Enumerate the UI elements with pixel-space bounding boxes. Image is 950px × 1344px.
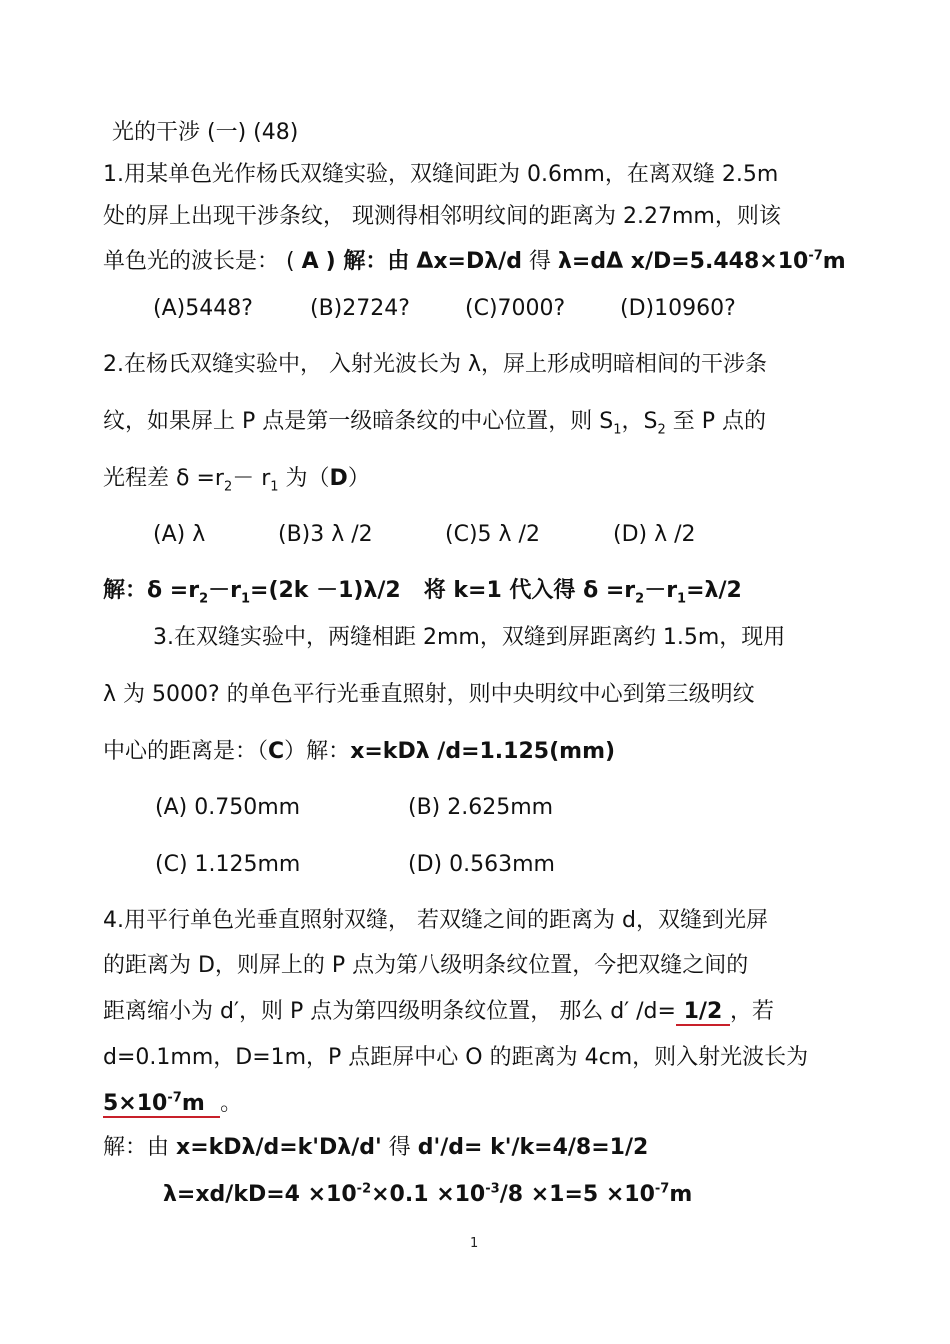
- q4-blank2-unit: m: [181, 1091, 205, 1116]
- q3-option-a: (A) 0.750mm: [155, 795, 301, 820]
- q4-line3: [103, 997, 774, 1027]
- q1-line2: 处的屏上出现干涉条纹， 现测得相邻明纹间的距离为 2.27mm，则该: [103, 204, 781, 229]
- q4-solution-line1: [103, 1133, 648, 1163]
- q2-r1-subscript: 1: [270, 479, 279, 495]
- q3-option-c: (C) 1.125mm: [155, 852, 301, 877]
- q1-unit: m: [822, 249, 846, 274]
- q1-exponent: -7: [808, 248, 823, 264]
- q4-line3-text: 距离缩小为 d′，则 P 点为第四级明条纹位置， 那么 d′ /d=: [103, 999, 676, 1024]
- q4-line5: [103, 1089, 242, 1119]
- q4-answer-blank-2: [103, 1091, 220, 1118]
- q2-line1: 2.在杨氏双缝实验中， 入射光波长为 λ，屏上形成明暗相间的干涉条: [103, 352, 767, 377]
- q2-line3-text: 光程差 δ =r: [103, 466, 224, 491]
- q4-line2: 的距离为 D，则屏上的 P 点为第八级明条纹位置，今把双缝之间的: [103, 953, 749, 978]
- q4-sol2-c: /8 ×1=5 ×10: [499, 1182, 655, 1207]
- page-title: 光的干涉 (一) (48): [112, 120, 299, 145]
- q2-sol-e: －r: [644, 578, 678, 603]
- q3-stem-end: 中心的距离是：（: [103, 739, 269, 764]
- q4-sol2-a: λ=xd/kD=4 ×10: [163, 1182, 357, 1207]
- q3-option-b: (B) 2.625mm: [408, 795, 554, 820]
- q4-sol2-d: m: [669, 1182, 693, 1207]
- q4-sol2-e3: -7: [654, 1181, 670, 1197]
- q4-sol1-c: 得: [388, 1135, 411, 1160]
- q3-formula: x=kDλ /d=1.125(mm): [350, 739, 616, 764]
- q1-stem-end: 单色光的波长是： (: [103, 249, 295, 274]
- q2-line2-text: 纹，如果屏上 P 点是第一级暗条纹的中心位置，则 S: [103, 409, 614, 434]
- q3-option-d: (D) 0.563mm: [408, 852, 555, 877]
- q2-sol-sub1: 1: [240, 591, 251, 607]
- q1-option-c: (C)7000?: [465, 296, 566, 321]
- q4-line1: 4.用平行单色光垂直照射双缝， 若双缝之间的距离为 d，双缝到光屏: [103, 908, 768, 933]
- q2-option-a: (A) λ: [153, 522, 206, 547]
- q2-option-c: (C)5 λ /2: [445, 522, 540, 547]
- q1-formula-b: λ=dΔ x/D=5.448×10: [557, 249, 809, 274]
- q2-answer: D: [329, 466, 348, 491]
- q1-option-a: (A)5448?: [153, 296, 253, 321]
- q2-line3-wei: 为（: [278, 466, 330, 491]
- q1-answer: A: [301, 249, 319, 274]
- q3-line3: [103, 737, 615, 767]
- q4-sol1-b: x=kDλ/d=k'Dλ/d': [176, 1135, 382, 1160]
- q2-line2-sep: ，S: [621, 409, 658, 434]
- q4-solution-line2: [163, 1180, 692, 1210]
- q4-blank2-exp: -7: [167, 1090, 182, 1106]
- q2-sol-c: =(2k －1)λ/2: [250, 578, 401, 603]
- q2-s2-subscript: 2: [657, 422, 666, 438]
- q4-line3-end: ，若: [729, 999, 774, 1024]
- q1-option-b: (B)2724?: [310, 296, 410, 321]
- q4-sol2-e2: -3: [485, 1181, 500, 1197]
- q1-line3: [103, 247, 846, 277]
- q1-line1: 1.用某单色光作杨氏双缝实验，双缝间距为 0.6mm，在离双缝 2.5m: [103, 162, 779, 187]
- q2-r2-subscript: 2: [223, 479, 233, 495]
- q4-end-mark: 。: [220, 1091, 243, 1116]
- q2-s1-subscript: 1: [613, 422, 622, 438]
- q2-line3-minus: － r: [232, 466, 271, 491]
- q4-sol1-a: 解：由: [103, 1135, 170, 1160]
- q1-solution-label: ) 解：由: [325, 249, 410, 274]
- q1-de: 得: [528, 249, 551, 274]
- q2-solution: [103, 576, 742, 606]
- q3-solution-label: ）解：: [284, 739, 351, 764]
- q4-blank2-base: 5×10: [103, 1091, 168, 1116]
- q4-answer-blank-1: 1/2: [675, 999, 730, 1024]
- q2-line2: [103, 407, 766, 437]
- q2-sol-sub1b: 1: [677, 591, 687, 607]
- page-number: 1: [470, 1236, 479, 1251]
- q2-sol-a: 解：δ =r: [103, 578, 200, 603]
- q2-sol-d: 将 k=1 代入得 δ =r: [423, 578, 636, 603]
- q2-sol-sub2: 2: [199, 591, 209, 607]
- q2-line2-end: 至 P 点的: [665, 409, 766, 434]
- q2-option-d: (D) λ /2: [613, 522, 696, 547]
- q1-option-d: (D)10960?: [620, 296, 736, 321]
- q3-answer: C: [268, 739, 285, 764]
- q3-line1: 3.在双缝实验中，两缝相距 2mm，双缝到屏距离约 1.5m，现用: [153, 625, 786, 650]
- q1-formula-a: Δx=Dλ/d: [416, 249, 522, 274]
- q2-sol-sub2b: 2: [635, 591, 645, 607]
- q2-line3-close: ）: [347, 466, 370, 491]
- q4-line4: d=0.1mm，D=1m，P 点距屏中心 O 的距离为 4cm，则入射光波长为: [103, 1045, 809, 1070]
- q3-line2: λ 为 5000? 的单色平行光垂直照射，则中央明纹中心到第三级明纹: [103, 682, 755, 707]
- q4-sol1-d: d'/d= k'/k=4/8=1/2: [417, 1135, 649, 1160]
- q2-sol-f: =λ/2: [686, 578, 742, 603]
- q2-line3: [103, 464, 370, 494]
- q2-option-b: (B)3 λ /2: [278, 522, 373, 547]
- q4-sol2-e1: -2: [356, 1181, 372, 1197]
- q4-sol2-b: ×0.1 ×10: [371, 1182, 486, 1207]
- q2-sol-b: －r: [208, 578, 241, 603]
